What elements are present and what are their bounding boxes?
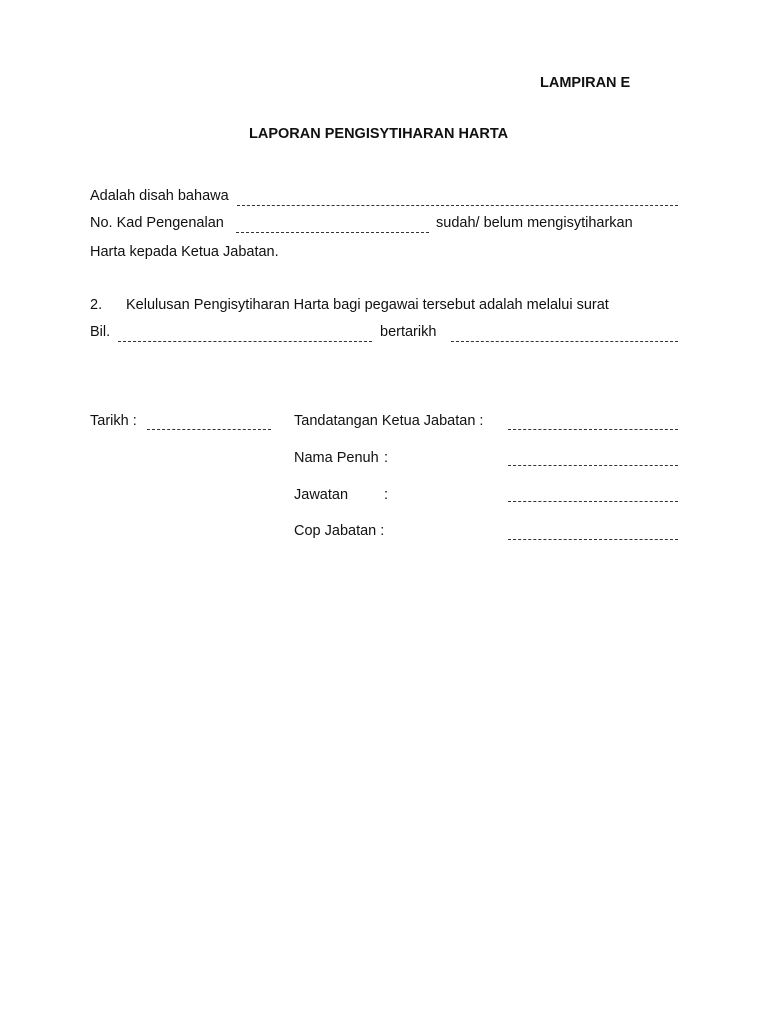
document-title: LAPORAN PENGISYTIHARAN HARTA [249,126,509,142]
declared-status-text: sudah/ belum mengisytiharkan [436,215,633,231]
approval-text: Kelulusan Pengisytiharan Harta bagi pegawai tersebut adalah melalui surat [126,297,609,313]
date-blank[interactable] [147,429,271,430]
section-2-number: 2. [90,297,103,313]
dated-label: bertarikh [380,324,437,340]
signature-label: Tandatangan Ketua Jabatan : [294,413,484,429]
position-label: Jawatan [294,487,349,503]
department-stamp-label: Cop Jabatan : [294,523,385,539]
department-stamp-blank[interactable] [508,539,678,540]
position-colon: : [384,487,389,503]
full-name-colon: : [384,450,389,466]
certified-label: Adalah disah bahawa [90,188,229,204]
certified-name-blank[interactable] [237,205,678,206]
reference-label: Bil. [90,324,111,340]
reference-number-blank[interactable] [118,341,372,342]
ic-number-label: No. Kad Pengenalan [90,215,224,231]
date-label: Tarikh : [90,413,137,429]
position-blank[interactable] [508,501,678,502]
full-name-label: Nama Penuh [294,450,379,466]
dated-blank[interactable] [451,341,678,342]
signature-blank[interactable] [508,429,678,430]
annex-label: LAMPIRAN E [540,75,631,91]
full-name-blank[interactable] [508,465,678,466]
ic-number-blank[interactable] [236,232,429,233]
declared-to-text: Harta kepada Ketua Jabatan. [90,244,279,260]
